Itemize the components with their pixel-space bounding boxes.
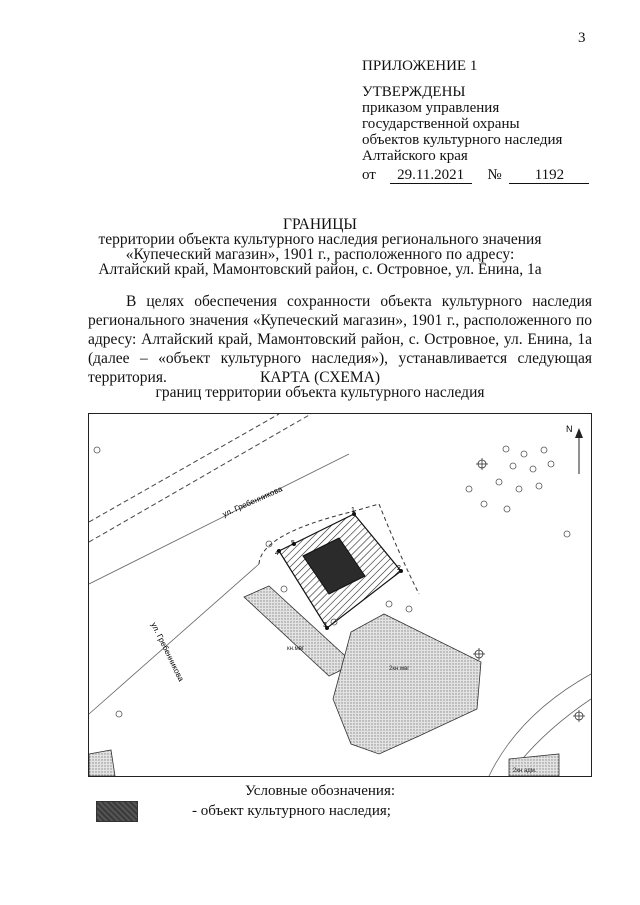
approval-date: 29.11.2021 bbox=[390, 167, 472, 184]
north-arrow-icon bbox=[575, 428, 583, 474]
point-label-5: 5 bbox=[291, 540, 295, 547]
map-drawing bbox=[89, 414, 591, 776]
approval-line-1: приказом управления bbox=[362, 100, 500, 116]
title-heading: ГРАНИЦЫ bbox=[283, 216, 357, 233]
document-title bbox=[0, 217, 640, 277]
date-prefix: от bbox=[362, 167, 376, 183]
legend-item-text: - объект культурного наследия; bbox=[192, 803, 391, 819]
legend-title: Условные обозначения: bbox=[244, 783, 396, 799]
appendix-label: ПРИЛОЖЕНИЕ 1 bbox=[362, 58, 478, 74]
number-prefix: № bbox=[487, 167, 502, 183]
map-scheme bbox=[88, 413, 592, 777]
title-line-1: территории объекта культурного наследия регионального значения bbox=[98, 231, 542, 248]
map-heading: КАРТА (СХЕМА) bbox=[259, 369, 380, 386]
north-label: N bbox=[566, 424, 573, 434]
title-line-2: «Купеческий магазин», 1901 г., расположенного по адресу: bbox=[125, 246, 515, 263]
street-label-left: ул. Гребенникова bbox=[149, 620, 186, 683]
approval-line-2: государственной охраны bbox=[362, 116, 520, 132]
approval-line-4: Алтайского края bbox=[362, 148, 468, 164]
approved-label: УТВЕРЖДЕНЫ bbox=[362, 84, 466, 100]
body-paragraph-text: В целях обеспечения сохранности объекта культурного наследия регионального значения «Купеческий магазин», 1901 г., расположенного по адресу: Алтайский край, Мамонтовский район, с. Островное, ул. Енина, 1а (далее – «объект культурного наследия»), устанавливается следующая территория. bbox=[88, 293, 592, 386]
building-1-label: кн.мвг bbox=[287, 646, 305, 652]
approval-block bbox=[362, 58, 622, 184]
building-2-label: 2кн мвг bbox=[389, 666, 410, 672]
page-number: 3 bbox=[578, 30, 586, 46]
building-2 bbox=[333, 614, 481, 754]
map-title bbox=[0, 370, 640, 400]
legend-swatch bbox=[96, 801, 138, 822]
point-label-4: 4 bbox=[275, 550, 279, 557]
approval-number: 1192 bbox=[509, 167, 589, 184]
point-label-3: 3 bbox=[323, 622, 327, 629]
building-corner bbox=[89, 750, 115, 776]
approval-line-3: объектов культурного наследия bbox=[362, 132, 563, 148]
point-label-1: 1 bbox=[351, 507, 355, 514]
street-label-top: ул. Гребенникова bbox=[221, 484, 284, 519]
point-label-2: 2 bbox=[397, 565, 401, 572]
title-line-3: Алтайский край, Мамонтовский район, с. Островное, ул. Енина, 1а bbox=[98, 261, 542, 278]
building-3-label: 2кн адм. bbox=[513, 768, 537, 774]
map-subheading: границ территории объекта культурного наследия bbox=[155, 384, 485, 401]
